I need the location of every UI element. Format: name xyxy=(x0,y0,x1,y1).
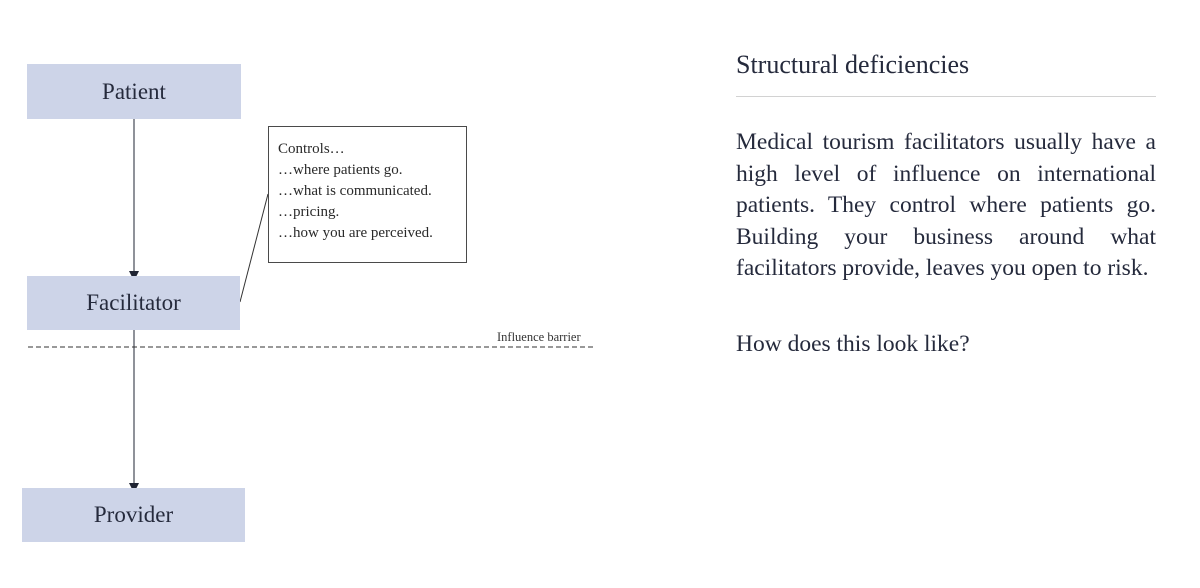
controls-callout xyxy=(268,126,467,263)
callout-line: Controls… xyxy=(278,141,345,157)
callout-line: …how you are perceived. xyxy=(278,225,433,241)
callout-line: …where patients go. xyxy=(278,162,403,178)
influence-barrier-label: Influence barrier xyxy=(497,330,581,344)
provider-node xyxy=(22,488,245,542)
provider-label: Provider xyxy=(93,502,174,527)
facilitator-label: Facilitator xyxy=(86,290,181,315)
panel-title: Structural deficiencies xyxy=(736,50,970,79)
callout-line: …pricing. xyxy=(278,204,340,220)
facilitator-node xyxy=(27,276,240,330)
callout-pointer xyxy=(240,194,268,302)
panel-body-text: Medical tourism facilitators usually have a high level of influence on international patients. They control where patients go. Building your business around what facilitators provide, leaves you open to risk. xyxy=(736,129,1156,281)
patient-label: Patient xyxy=(102,78,166,104)
title-divider xyxy=(736,96,1156,97)
patient-node xyxy=(27,64,241,119)
callout-line: …what is communicated. xyxy=(278,183,432,199)
panel-question: How does this look like? xyxy=(736,331,970,357)
